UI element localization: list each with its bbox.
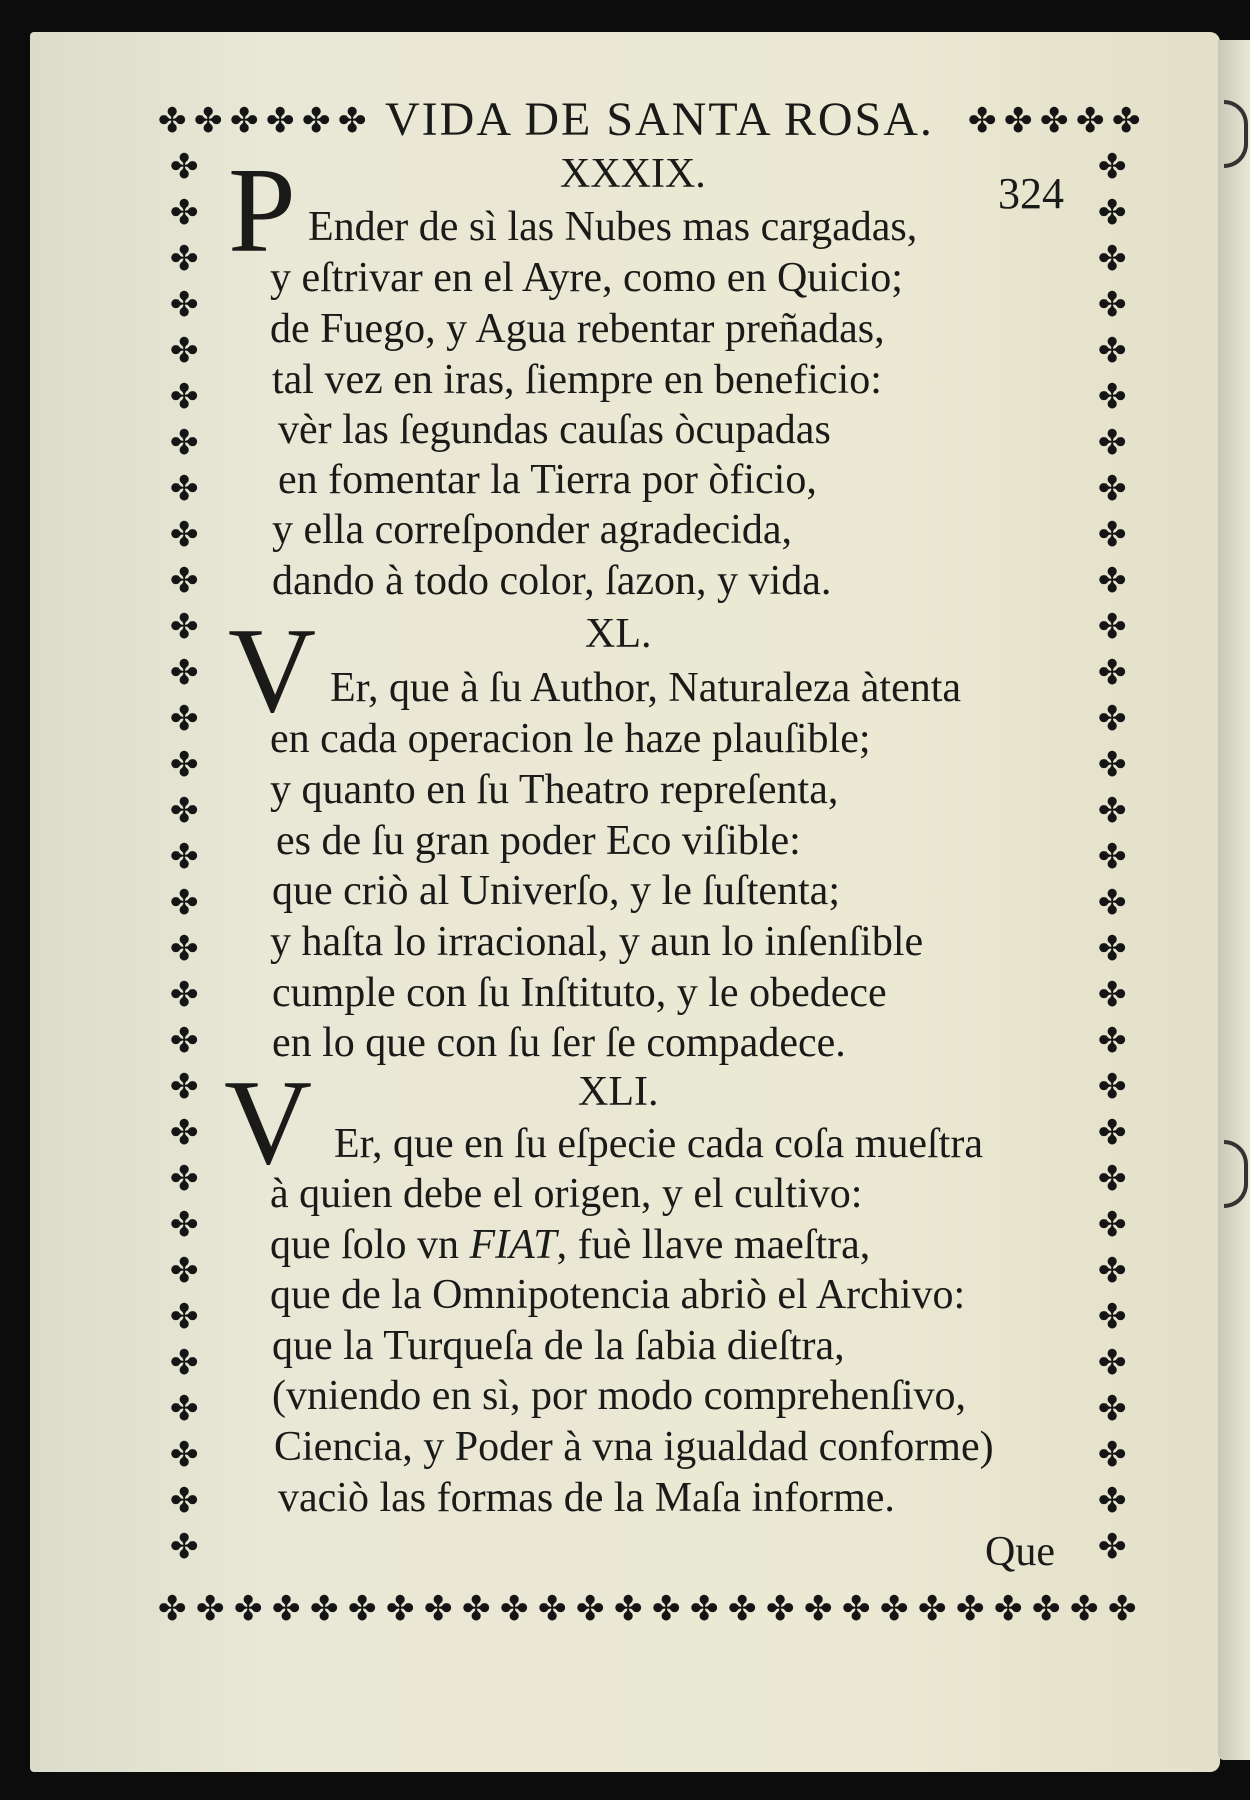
fleuron-ornament-icon: ✤ [1098,561,1127,601]
fleuron-ornament-icon: ✤ [1098,1205,1127,1245]
fleuron-ornament-icon: ✤ [272,1589,301,1629]
fleuron-ornament-icon: ✤ [994,1589,1023,1629]
fleuron-ornament-icon: ✤ [170,1343,199,1383]
stanza-numeral: XLI. [578,1069,659,1115]
fleuron-ornament-icon: ✤ [1098,653,1127,693]
fleuron-ornament-icon: ✤ [576,1589,605,1629]
fleuron-ornament-icon: ✤ [170,239,199,279]
fleuron-ornament-icon: ✤ [158,1589,187,1629]
fleuron-ornament-icon: ✤ [310,1589,339,1629]
fleuron-ornament-icon: ✤ [1098,745,1127,785]
fleuron-ornament-icon: ✤ [1098,285,1127,325]
fleuron-ornament-icon: ✤ [170,1389,199,1429]
fleuron-ornament-icon: ✤ [170,1113,199,1153]
fleuron-ornament-icon: ✤ [170,285,199,325]
fleuron-ornament-icon: ✤ [1032,1589,1061,1629]
fleuron-ornament-icon: ✤ [1098,699,1127,739]
fleuron-ornament-icon: ✤ [302,101,331,141]
fleuron-ornament-icon: ✤ [1098,377,1127,417]
verse-line: Er, que en ſu eſpecie cada coſa mueſtra [334,1121,983,1167]
fleuron-ornament-icon: ✤ [170,1205,199,1245]
stanza-numeral: XL. [585,611,652,657]
fleuron-ornament-icon: ✤ [804,1589,833,1629]
fleuron-ornament-icon: ✤ [424,1589,453,1629]
fleuron-ornament-icon: ✤ [918,1589,947,1629]
verse-line: en cada operacion le haze plauſible; [270,716,871,762]
fleuron-ornament-icon: ✤ [234,1589,263,1629]
fleuron-ornament-icon: ✤ [956,1589,985,1629]
fleuron-ornament-icon: ✤ [614,1589,643,1629]
fleuron-ornament-icon: ✤ [968,101,997,141]
page-curl-ornament [1224,1140,1248,1208]
verse-line: Ciencia, y Poder à vna igualdad conforme) [274,1424,994,1470]
verse-line: tal vez en iras, ſiempre en beneficio: [272,357,882,403]
fleuron-ornament-icon: ✤ [170,1251,199,1291]
fleuron-ornament-icon: ✤ [1098,607,1127,647]
verse-line: y haſta lo irracional, y aun lo inſenſible [270,919,924,965]
verse-line: y ella correſponder agradecida, [272,507,793,553]
fleuron-ornament-icon: ✤ [1098,929,1127,969]
fleuron-ornament-icon: ✤ [170,1297,199,1337]
fleuron-ornament-icon: ✤ [842,1589,871,1629]
fleuron-ornament-icon: ✤ [266,101,295,141]
fleuron-ornament-icon: ✤ [1098,791,1127,831]
fleuron-ornament-icon: ✤ [1098,1343,1127,1383]
fleuron-ornament-icon: ✤ [1098,883,1127,923]
fleuron-ornament-icon: ✤ [1098,1067,1127,1107]
fleuron-ornament-icon: ✤ [170,1067,199,1107]
running-title: VIDA DE SANTA ROSA. [385,93,934,146]
verse-line: en fomentar la Tierra por òficio, [278,457,817,503]
verse-line: Er, que à ſu Author, Naturaleza àtenta [330,665,962,711]
fleuron-ornament-icon: ✤ [1098,1389,1127,1429]
verse-line: que de la Omnipotencia abriò el Archivo: [270,1272,966,1318]
verse-line: vèr las ſegundas cauſas òcupadas [278,407,831,453]
fleuron-ornament-icon: ✤ [170,837,199,877]
fleuron-ornament-icon: ✤ [170,791,199,831]
catchword: Que [985,1529,1055,1575]
fleuron-ornament-icon: ✤ [1098,469,1127,509]
fleuron-ornament-icon: ✤ [1098,515,1127,555]
fleuron-ornament-icon: ✤ [170,469,199,509]
fleuron-ornament-icon: ✤ [170,607,199,647]
drop-cap: P [228,143,296,278]
fleuron-ornament-icon: ✤ [170,1435,199,1475]
verse-line: y quanto en ſu Theatro repreſenta, [270,767,839,813]
fleuron-ornament-icon: ✤ [338,101,367,141]
verse-line: (vniendo en sì, por modo comprehenſivo, [272,1373,967,1419]
fleuron-ornament-icon: ✤ [170,1527,199,1567]
fleuron-ornament-icon: ✤ [170,883,199,923]
fleuron-ornament-icon: ✤ [170,561,199,601]
fleuron-ornament-icon: ✤ [170,423,199,463]
fleuron-ornament-icon: ✤ [1070,1589,1099,1629]
fleuron-ornament-icon: ✤ [170,699,199,739]
fleuron-ornament-icon: ✤ [880,1589,909,1629]
fleuron-ornament-icon: ✤ [1098,837,1127,877]
fleuron-ornament-icon: ✤ [230,101,259,141]
fleuron-ornament-icon: ✤ [348,1589,377,1629]
verse-line: en lo que con ſu ſer ſe compadece. [272,1020,846,1066]
fleuron-ornament-icon: ✤ [500,1589,529,1629]
fleuron-ornament-icon: ✤ [1098,193,1127,233]
fleuron-ornament-icon: ✤ [170,193,199,233]
verse-line: à quien debe el origen, y el cultivo: [270,1171,863,1217]
fleuron-ornament-icon: ✤ [1098,239,1127,279]
verse-line: que la Turqueſa de la ſabia dieſtra, [272,1323,845,1369]
fleuron-ornament-icon: ✤ [1108,1589,1137,1629]
fleuron-ornament-icon: ✤ [170,331,199,371]
fleuron-ornament-icon: ✤ [1098,1297,1127,1337]
fleuron-ornament-icon: ✤ [170,147,199,187]
verse-line: de Fuego, y Agua rebentar preñadas, [270,306,885,352]
fleuron-ornament-icon: ✤ [1098,1435,1127,1475]
fleuron-ornament-icon: ✤ [170,745,199,785]
verse-text: , fuè llave maeſtra, [556,1222,871,1268]
fleuron-ornament-icon: ✤ [462,1589,491,1629]
fleuron-ornament-icon: ✤ [1112,101,1141,141]
fleuron-ornament-icon: ✤ [170,1159,199,1199]
fleuron-ornament-icon: ✤ [1098,1251,1127,1291]
italic-word: FIAT [469,1222,557,1268]
fleuron-ornament-icon: ✤ [1040,101,1069,141]
fleuron-ornament-icon: ✤ [1098,1113,1127,1153]
fleuron-ornament-icon: ✤ [1004,101,1033,141]
verse-line [270,1221,870,1269]
fleuron-ornament-icon: ✤ [170,1021,199,1061]
fleuron-ornament-icon: ✤ [170,1481,199,1521]
fleuron-ornament-icon: ✤ [170,653,199,693]
fleuron-ornament-icon: ✤ [652,1589,681,1629]
fleuron-ornament-icon: ✤ [196,1589,225,1629]
verse-line: vaciò las formas de la Maſa informe. [278,1475,895,1521]
verse-line: dando à todo color, ſazon, y vida. [272,558,832,604]
fleuron-ornament-icon: ✤ [1098,147,1127,187]
fleuron-ornament-icon: ✤ [1076,101,1105,141]
page-curl-ornament [1224,100,1248,168]
fleuron-ornament-icon: ✤ [1098,331,1127,371]
drop-cap: V [228,603,317,738]
fleuron-ornament-icon: ✤ [690,1589,719,1629]
fleuron-ornament-icon: ✤ [170,975,199,1015]
fleuron-ornament-icon: ✤ [1098,1481,1127,1521]
verse-line: cumple con ſu Inſtituto, y le obedece [272,970,887,1016]
fleuron-ornament-icon: ✤ [386,1589,415,1629]
fleuron-ornament-icon: ✤ [1098,423,1127,463]
stanza-numeral: XXXIX. [560,151,706,197]
fleuron-ornament-icon: ✤ [728,1589,757,1629]
fleuron-ornament-icon: ✤ [1098,975,1127,1015]
fleuron-ornament-icon: ✤ [170,929,199,969]
verse-text: que ſolo vn [270,1222,470,1268]
fleuron-ornament-icon: ✤ [766,1589,795,1629]
drop-cap: V [224,1055,313,1190]
fleuron-ornament-icon: ✤ [158,101,187,141]
fleuron-ornament-icon: ✤ [194,101,223,141]
fleuron-ornament-icon: ✤ [538,1589,567,1629]
verse-line: y eſtrivar en el Ayre, como en Quicio; [270,255,903,301]
verse-line: que criò al Univerſo, y le ſuſtenta; [272,868,840,914]
fleuron-ornament-icon: ✤ [1098,1159,1127,1199]
fleuron-ornament-icon: ✤ [1098,1021,1127,1061]
fleuron-ornament-icon: ✤ [1098,1527,1127,1567]
fleuron-ornament-icon: ✤ [170,515,199,555]
fleuron-ornament-icon: ✤ [170,377,199,417]
verse-line: es de ſu gran poder Eco viſible: [276,818,801,864]
verse-line: Ender de sì las Nubes mas cargadas, [308,204,918,250]
adjacent-page-edge [1218,40,1250,1760]
page-number: 324 [998,169,1064,218]
